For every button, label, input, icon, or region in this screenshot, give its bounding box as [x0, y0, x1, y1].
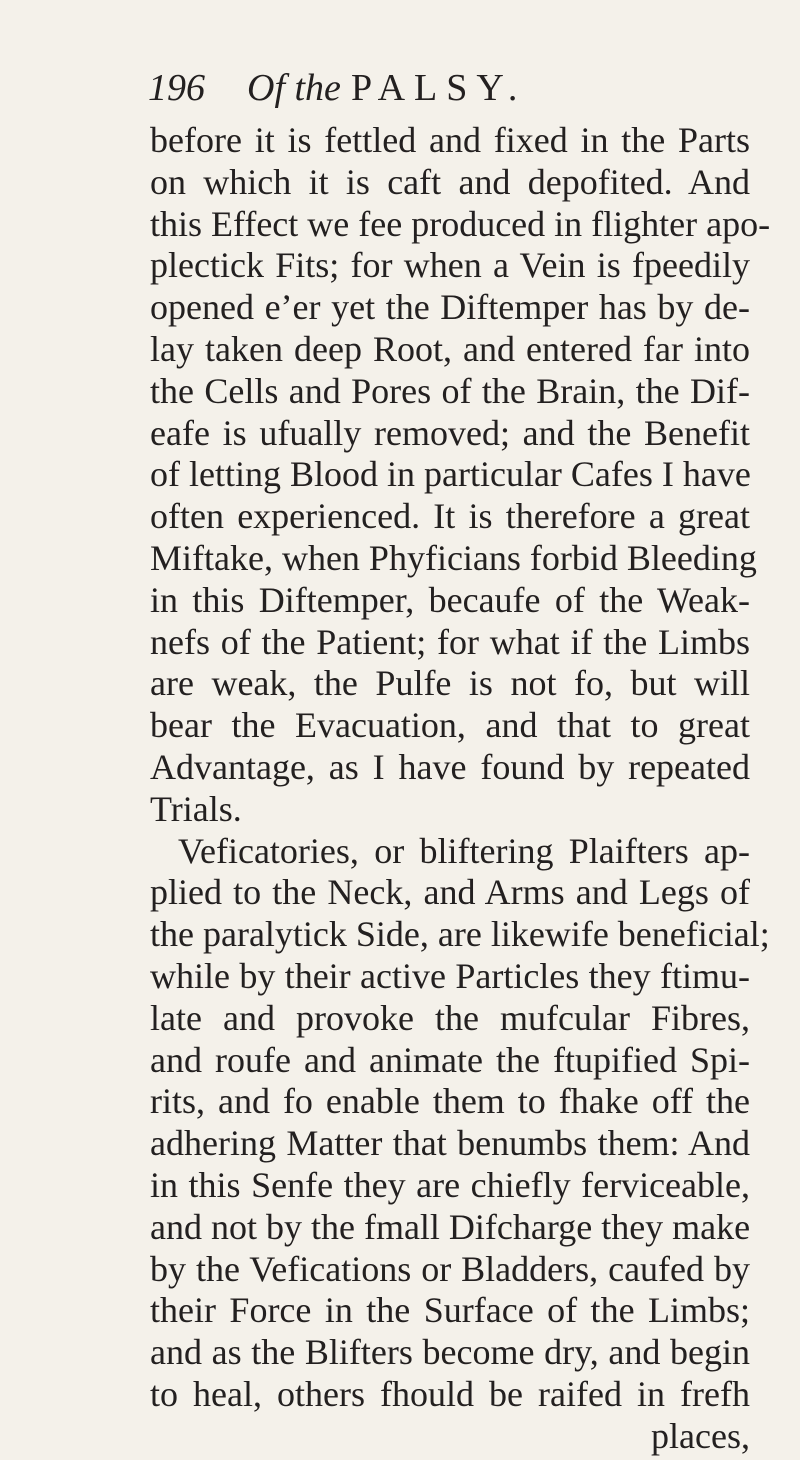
text-line: of letting Blood in particular Cafes I have [150, 454, 751, 495]
text-line: by the Vefications or Bladders, caufed by [150, 1248, 750, 1289]
text-line: Veficatories, or bliftering Plaifters ap- [178, 830, 750, 871]
text-line: before it is fettled and fixed in the Parts [150, 120, 750, 160]
catchword: places, [651, 1415, 750, 1456]
text-line: and roufe and animate the ftupified Spi- [150, 1039, 750, 1080]
text-line: to heal, others fhould be raifed in frefh [150, 1373, 750, 1414]
text-line: adhering Matter that benumbs them: And [150, 1123, 750, 1164]
page-number: 196 [148, 67, 205, 109]
text-line: their Force in the Surface of the Limbs; [150, 1290, 750, 1331]
text-line: Miftake, when Phyficians forbid Bleeding [150, 537, 757, 578]
text-line: plectick Fits; for when a Vein is fpeedily [150, 245, 750, 286]
text-line: bear the Evacuation, and that to great [150, 705, 750, 746]
running-title-italic: Of the [247, 67, 341, 109]
running-head [148, 66, 526, 110]
text-line: Trials. [150, 788, 242, 829]
text-line: the paralytick Side, are likewife beneficial; [150, 914, 770, 955]
text-line: the Cells and Pores of the Brain, the Dif- [150, 370, 750, 411]
text-line: nefs of the Patient; for what if the Limbs [150, 621, 750, 662]
text-line: lay taken deep Root, and entered far into [150, 328, 750, 369]
text-line: late and provoke the mufcular Fibres, [150, 997, 750, 1038]
text-line: in this Diftemper, becaufe of the Weak- [150, 579, 750, 620]
text-line: Advantage, as I have found by repeated [150, 746, 750, 787]
text-line: in this Senfe they are chiefly ferviceable, [150, 1164, 750, 1205]
text-line: rits, and fo enable them to fhake off the [150, 1081, 750, 1122]
text-line: often experienced. It is therefore a great [150, 496, 750, 537]
text-line: on which it is caft and depofited. And [150, 161, 750, 202]
text-line: are weak, the Pulfe is not fo, but will [150, 663, 750, 704]
text-line: plied to the Neck, and Arms and Legs of [150, 872, 750, 913]
body-text [150, 120, 771, 1458]
text-line: and as the Blifters become dry, and begin [150, 1332, 750, 1373]
text-line: this Effect we fee produced in flighter apo- [150, 203, 771, 244]
text-line: while by their active Particles they ftimu- [150, 955, 750, 996]
text-line: and not by the fmall Difcharge they make [150, 1206, 751, 1247]
text-line: eafe is ufually removed; and the Benefit [150, 412, 750, 453]
text-line: opened e’er yet the Diftemper has by de- [150, 287, 750, 328]
running-title-caps: PALSY. [350, 67, 527, 109]
